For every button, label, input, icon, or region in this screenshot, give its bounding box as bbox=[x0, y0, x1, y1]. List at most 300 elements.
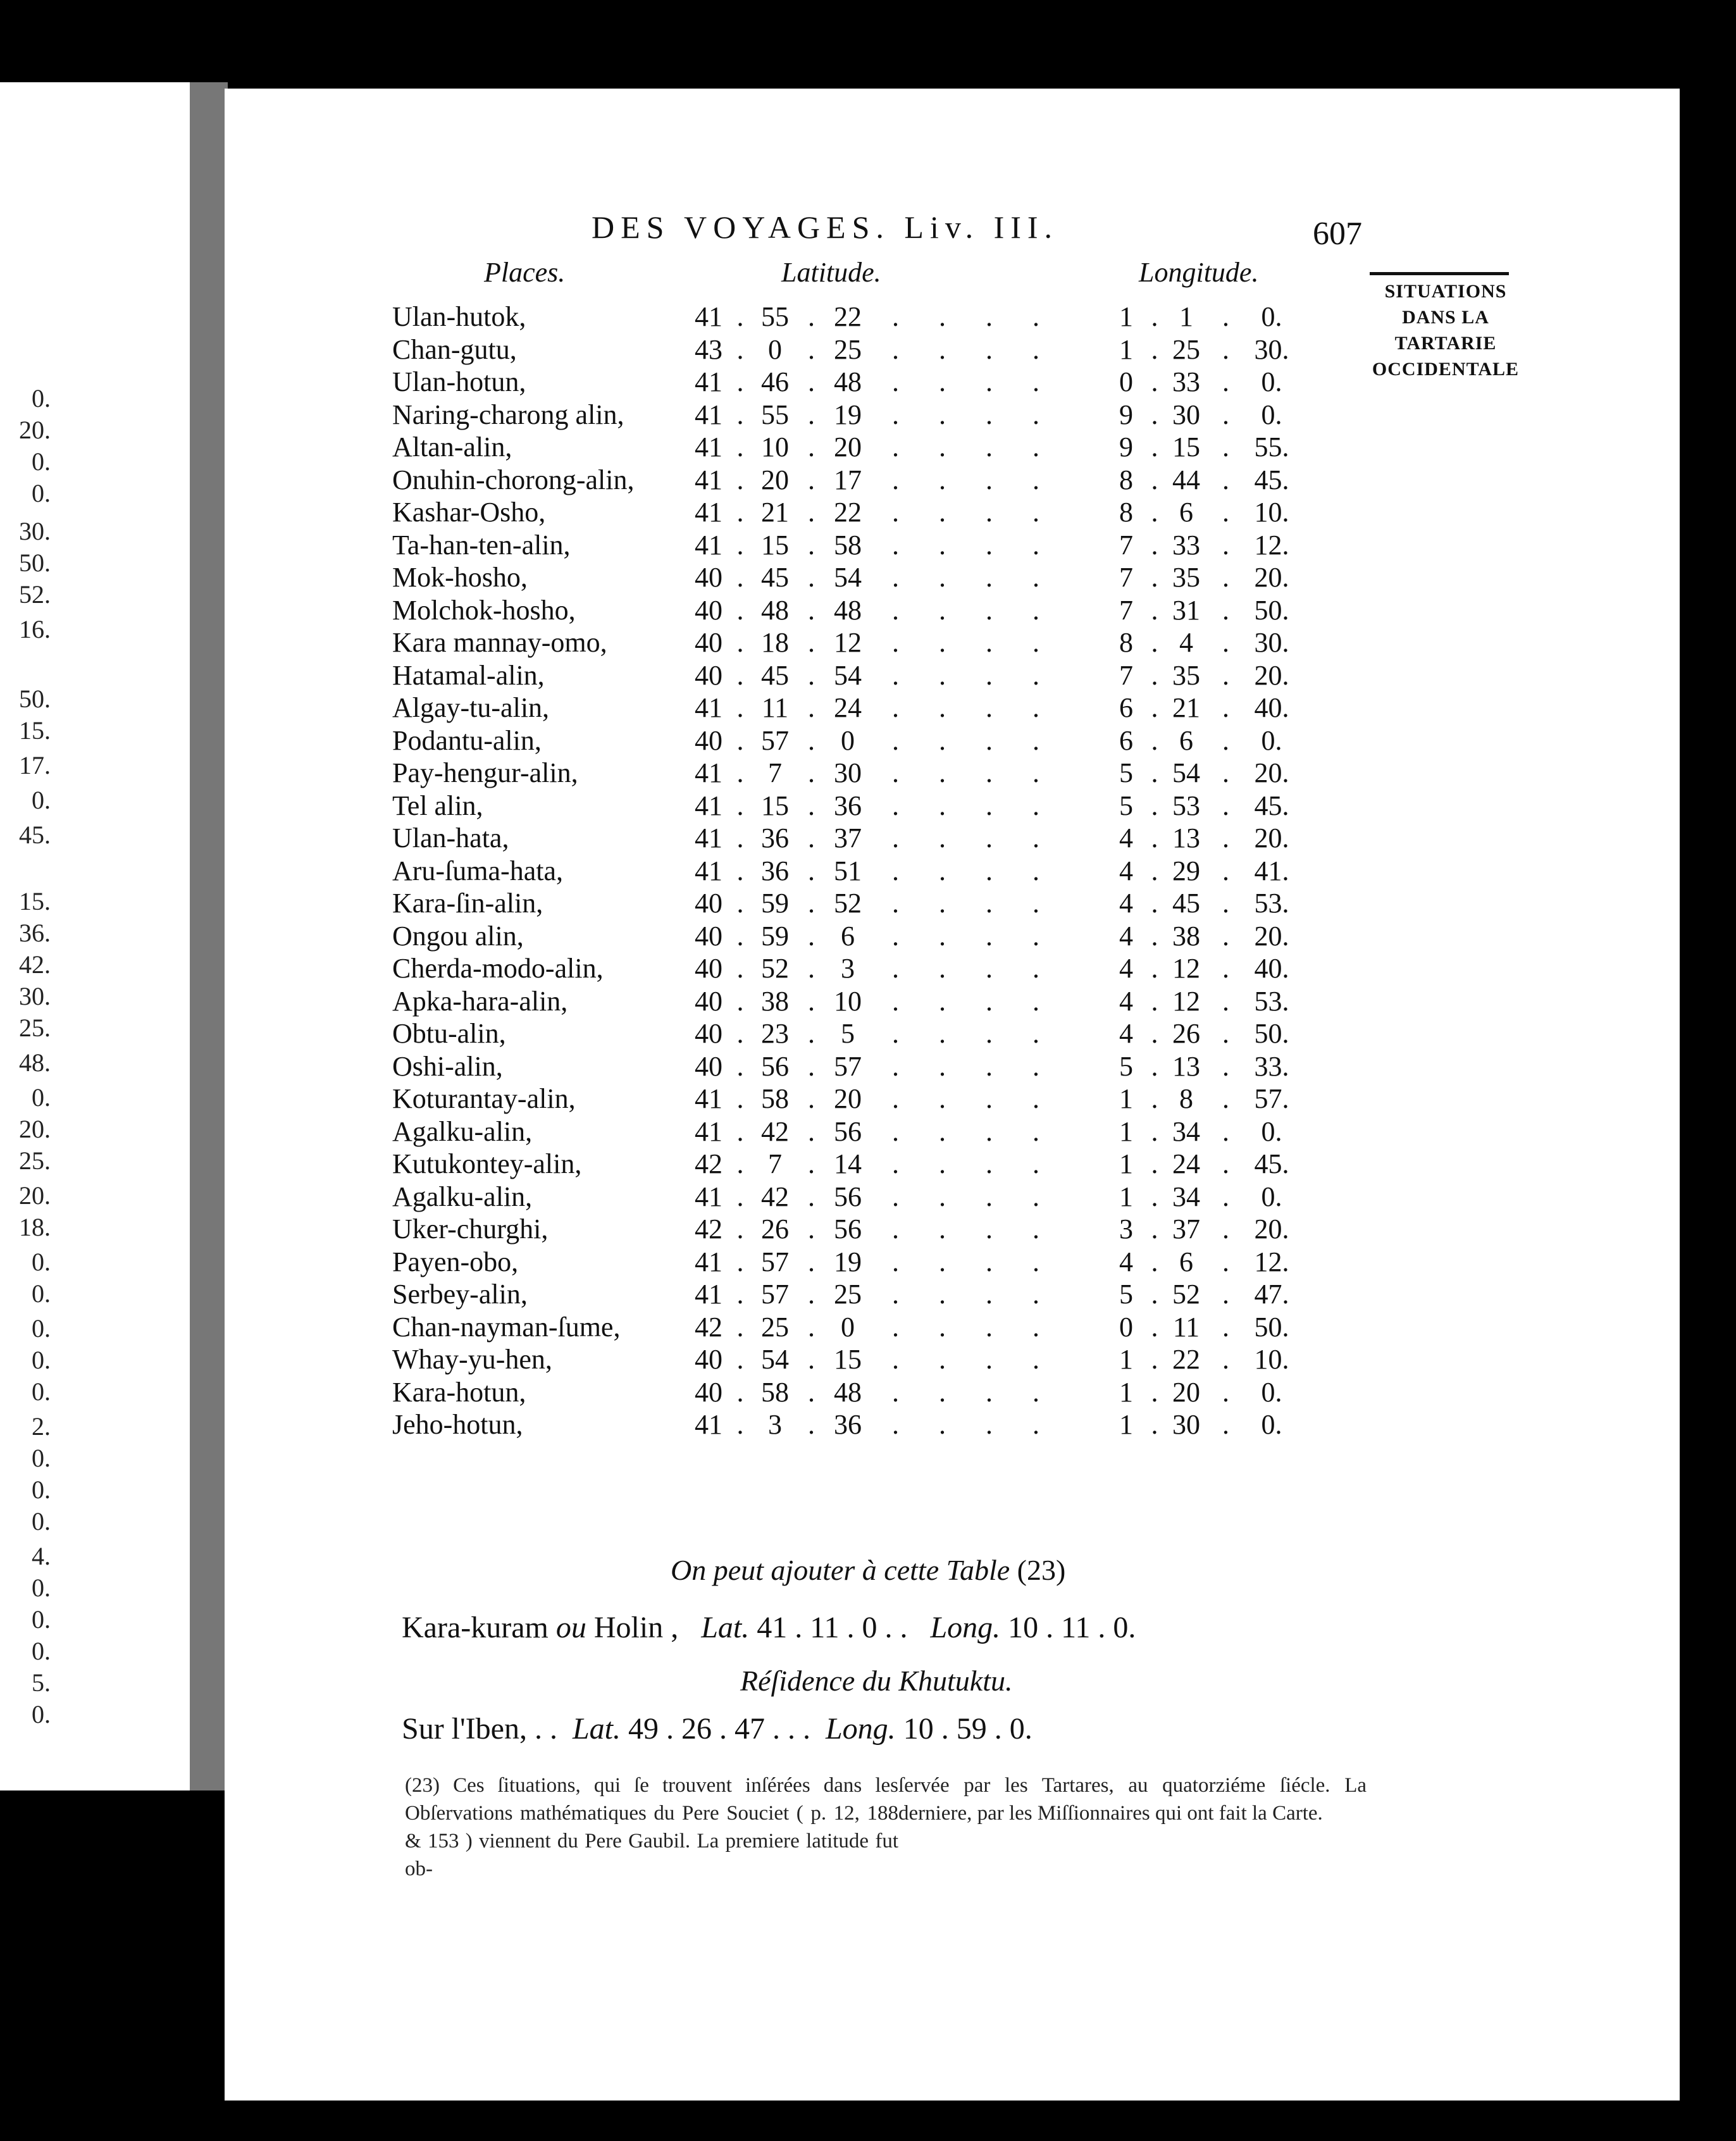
leader-dots: . . . . bbox=[892, 953, 1056, 984]
leader-dots: . . . . bbox=[892, 497, 1056, 528]
footnote-reference: (23) bbox=[1017, 1554, 1066, 1586]
place-name: Ulan-hotun, bbox=[392, 366, 526, 397]
leader-dots: . bbox=[736, 1115, 744, 1147]
longitude-minutes: 33 bbox=[1172, 529, 1200, 561]
leader-dots: . bbox=[808, 1279, 815, 1310]
latitude-degrees: 40 bbox=[695, 953, 722, 984]
longitude-degrees: 7 bbox=[1119, 594, 1133, 626]
latitude-minutes: 18 bbox=[761, 627, 789, 658]
latitude-seconds: 20 bbox=[834, 1083, 862, 1114]
latitude-degrees: 41 bbox=[695, 757, 722, 788]
leader-dots: . bbox=[736, 497, 744, 528]
longitude-seconds: 12. bbox=[1254, 1246, 1289, 1277]
longitude-degrees: 1 bbox=[1119, 1409, 1133, 1440]
table-row bbox=[392, 822, 1404, 855]
latitude-minutes: 36 bbox=[761, 855, 789, 886]
longitude-degrees: 4 bbox=[1119, 822, 1133, 853]
latitude-degrees: 40 bbox=[695, 1018, 722, 1049]
table-row bbox=[392, 855, 1404, 888]
previous-page-number: 0. bbox=[32, 786, 51, 814]
leader-dots: . bbox=[736, 1279, 744, 1310]
leader-dots: . bbox=[1222, 1018, 1229, 1049]
longitude-degrees: 8 bbox=[1119, 497, 1133, 528]
leader-dots: . bbox=[1222, 1213, 1229, 1244]
latitude-degrees: 40 bbox=[695, 562, 722, 593]
longitude-degrees: 1 bbox=[1119, 1148, 1133, 1179]
latitude-degrees: 42 bbox=[695, 1148, 722, 1179]
latitude-degrees: 40 bbox=[695, 627, 722, 658]
table-row bbox=[392, 659, 1404, 692]
longitude-minutes: 30 bbox=[1172, 399, 1200, 430]
longitude-seconds: 45. bbox=[1254, 464, 1289, 495]
table-row bbox=[392, 431, 1404, 464]
leader-dots: . . . . bbox=[892, 594, 1056, 626]
leader-dots: . . . . bbox=[892, 333, 1056, 365]
leader-dots: . bbox=[1151, 464, 1158, 495]
longitude-seconds: 47. bbox=[1254, 1279, 1289, 1310]
longitude-seconds: 0. bbox=[1261, 724, 1282, 756]
leader-dots: . bbox=[808, 659, 815, 691]
place-name: Ongou alin, bbox=[392, 920, 524, 952]
latitude-minutes: 7 bbox=[768, 1148, 782, 1179]
column-header-longitude: Longitude. bbox=[1139, 257, 1259, 288]
leader-dots: . . . . bbox=[892, 1409, 1056, 1440]
latitude-minutes: 45 bbox=[761, 562, 789, 593]
leader-dots: . bbox=[736, 562, 744, 593]
longitude-degrees: 1 bbox=[1119, 1115, 1133, 1147]
leader-dots: . . . . bbox=[892, 431, 1056, 462]
place-name: Molchok-hosho, bbox=[392, 594, 576, 626]
longitude-seconds: 0. bbox=[1261, 399, 1282, 430]
latitude-minutes: 15 bbox=[761, 790, 789, 821]
leader-dots: . bbox=[1151, 1181, 1158, 1212]
table-row bbox=[392, 529, 1404, 562]
leader-dots: . bbox=[808, 1246, 815, 1277]
latitude-degrees: 40 bbox=[695, 888, 722, 919]
leader-dots: . bbox=[736, 724, 744, 756]
place-name: Algay-tu-alin, bbox=[392, 692, 550, 723]
latitude-degrees: 41 bbox=[695, 399, 722, 430]
margin-note-line: OCCIDENTALE bbox=[1372, 359, 1520, 380]
leader-dots: . bbox=[1151, 301, 1158, 332]
leader-dots: . . . . bbox=[892, 1213, 1056, 1244]
leader-dots: . bbox=[736, 431, 744, 462]
footnote-right-column: ſervée par les Tartares, au quatorziéme ſiécle. La derniere, par les Miſſionnaires qui ont fait la Carte. bbox=[898, 1774, 1367, 1825]
leader-dots: . bbox=[1222, 692, 1229, 723]
addition-title bbox=[671, 1553, 1065, 1587]
place-name: Kara mannay-omo, bbox=[392, 627, 607, 658]
latitude-seconds: 25 bbox=[834, 333, 862, 365]
leader-dots: . bbox=[1222, 594, 1229, 626]
longitude-degrees: 4 bbox=[1119, 985, 1133, 1017]
longitude-degrees: 1 bbox=[1119, 1376, 1133, 1408]
table-row bbox=[392, 1181, 1404, 1213]
previous-page-number: 17. bbox=[19, 751, 51, 779]
latitude-minutes: 57 bbox=[761, 724, 789, 756]
latitude-degrees: 41 bbox=[695, 497, 722, 528]
leader-dots: . bbox=[1151, 529, 1158, 561]
leader-dots: . bbox=[736, 1148, 744, 1179]
previous-page-number: 16. bbox=[19, 615, 51, 643]
latitude-degrees: 40 bbox=[695, 659, 722, 691]
leader-dots: . bbox=[808, 562, 815, 593]
table-row bbox=[392, 790, 1404, 822]
previous-page-number: 45. bbox=[19, 821, 51, 849]
place-name: Uker-churghi, bbox=[392, 1213, 549, 1244]
leader-dots: . bbox=[1151, 497, 1158, 528]
longitude-minutes: 25 bbox=[1172, 333, 1200, 365]
leader-dots: . bbox=[1222, 1246, 1229, 1277]
longitude-minutes: 34 bbox=[1172, 1181, 1200, 1212]
leader-dots: . bbox=[1151, 333, 1158, 365]
leader-dots: . bbox=[808, 399, 815, 430]
leader-dots: . bbox=[1222, 497, 1229, 528]
leader-dots: . . . . bbox=[892, 399, 1056, 430]
latitude-minutes: 10 bbox=[761, 431, 789, 462]
latitude-seconds: 14 bbox=[834, 1148, 862, 1179]
previous-page-number: 18. bbox=[19, 1213, 51, 1241]
page-number: 607 bbox=[1313, 216, 1362, 252]
table-row bbox=[392, 1408, 1404, 1441]
latitude-seconds: 48 bbox=[834, 594, 862, 626]
longitude-minutes: 44 bbox=[1172, 464, 1200, 495]
margin-note-line: TARTARIE bbox=[1394, 333, 1497, 354]
place-name: Ulan-hutok, bbox=[392, 301, 526, 332]
table-row bbox=[392, 724, 1404, 757]
longitude-degrees: 1 bbox=[1119, 1181, 1133, 1212]
longitude-degrees: 8 bbox=[1119, 464, 1133, 495]
latitude-minutes: 7 bbox=[768, 757, 782, 788]
table-row bbox=[392, 757, 1404, 790]
leader-dots: . bbox=[808, 627, 815, 658]
place-name: Koturantay-alin, bbox=[392, 1083, 576, 1114]
longitude-seconds: 10. bbox=[1254, 497, 1289, 528]
place-name: Ta-han-ten-alin, bbox=[392, 529, 571, 561]
leader-dots: . . . . bbox=[892, 1376, 1056, 1408]
leader-dots: . . . . bbox=[892, 627, 1056, 658]
leader-dots: . bbox=[808, 888, 815, 919]
table-row bbox=[392, 1278, 1404, 1311]
latitude-degrees: 41 bbox=[695, 1246, 722, 1277]
latitude-minutes: 55 bbox=[761, 301, 789, 332]
latitude-degrees: 41 bbox=[695, 1115, 722, 1147]
place-name: Payen-obo, bbox=[392, 1246, 519, 1277]
longitude-seconds: 50. bbox=[1254, 1311, 1289, 1343]
latitude-seconds: 51 bbox=[834, 855, 862, 886]
longitude-minutes: 33 bbox=[1172, 366, 1200, 397]
place-name: Whay-yu-hen, bbox=[392, 1344, 552, 1375]
latitude-seconds: 3 bbox=[841, 953, 855, 984]
longitude-seconds: 30. bbox=[1254, 627, 1289, 658]
leader-dots: . bbox=[808, 594, 815, 626]
latitude-seconds: 58 bbox=[834, 529, 862, 561]
previous-page-number: 0. bbox=[32, 1279, 51, 1308]
place-name: Sur l'Iben, . . bbox=[402, 1712, 557, 1746]
previous-page-number: 0. bbox=[32, 447, 51, 476]
leader-dots: . bbox=[1151, 790, 1158, 821]
leader-dots: . bbox=[1151, 1344, 1158, 1375]
latitude-seconds: 30 bbox=[834, 757, 862, 788]
leader-dots: . bbox=[808, 1083, 815, 1114]
table-row bbox=[392, 952, 1404, 985]
table-row bbox=[392, 366, 1404, 399]
previous-page-number: 20. bbox=[19, 1181, 51, 1210]
latitude-minutes: 59 bbox=[761, 888, 789, 919]
longitude-minutes: 12 bbox=[1172, 953, 1200, 984]
longitude-seconds: 20. bbox=[1254, 757, 1289, 788]
leader-dots: . . . . bbox=[892, 1246, 1056, 1277]
leader-dots: . . . . bbox=[892, 1344, 1056, 1375]
place-name: Kara-hotun, bbox=[392, 1376, 526, 1408]
previous-page-number: 0. bbox=[32, 1346, 51, 1374]
table-row bbox=[392, 399, 1404, 431]
longitude-degrees: 8 bbox=[1119, 627, 1133, 658]
longitude-seconds: 10. bbox=[1254, 1344, 1289, 1375]
leader-dots: . bbox=[1222, 333, 1229, 365]
latitude-seconds: 17 bbox=[834, 464, 862, 495]
latitude-seconds: 37 bbox=[834, 822, 862, 853]
longitude-minutes: 21 bbox=[1172, 692, 1200, 723]
longitude-value: 10 . 59 . 0. bbox=[903, 1712, 1032, 1746]
place-name: Jeho-hotun, bbox=[392, 1409, 523, 1440]
latitude-value: 41 . 11 . 0 . . bbox=[757, 1611, 908, 1644]
place-name: Aru-ſuma-hata, bbox=[392, 855, 563, 886]
leader-dots: . bbox=[1222, 888, 1229, 919]
leader-dots: . bbox=[736, 855, 744, 886]
longitude-degrees: 9 bbox=[1119, 399, 1133, 430]
leader-dots: . bbox=[1222, 431, 1229, 462]
leader-dots: . bbox=[1151, 366, 1158, 397]
leader-dots: . bbox=[1151, 953, 1158, 984]
leader-dots: . bbox=[808, 1376, 815, 1408]
longitude-label: Long. bbox=[825, 1712, 896, 1746]
leader-dots: . . . . bbox=[892, 1311, 1056, 1343]
leader-dots: . bbox=[1151, 1115, 1158, 1147]
leader-dots: . bbox=[1222, 1344, 1229, 1375]
latitude-degrees: 41 bbox=[695, 529, 722, 561]
leader-dots: . . . . bbox=[892, 724, 1056, 756]
longitude-minutes: 20 bbox=[1172, 1376, 1200, 1408]
leader-dots: . bbox=[736, 301, 744, 332]
longitude-degrees: 4 bbox=[1119, 920, 1133, 952]
longitude-minutes: 29 bbox=[1172, 855, 1200, 886]
leader-dots: . bbox=[1222, 1279, 1229, 1310]
column-header-latitude: Latitude. bbox=[781, 257, 881, 288]
table-row bbox=[392, 1083, 1404, 1115]
longitude-seconds: 53. bbox=[1254, 985, 1289, 1017]
previous-page-number: 0. bbox=[32, 1475, 51, 1504]
leader-dots: . . . . bbox=[892, 301, 1056, 332]
leader-dots: . bbox=[808, 855, 815, 886]
column-header-places: Places. bbox=[484, 257, 566, 288]
leader-dots: . . . . bbox=[892, 562, 1056, 593]
previous-page-number: 4. bbox=[32, 1542, 51, 1570]
table-row bbox=[392, 985, 1404, 1018]
leader-dots: . . . . bbox=[892, 529, 1056, 561]
longitude-minutes: 15 bbox=[1172, 431, 1200, 462]
table-row bbox=[392, 1343, 1404, 1376]
longitude-degrees: 0 bbox=[1119, 1311, 1133, 1343]
latitude-degrees: 41 bbox=[695, 1279, 722, 1310]
longitude-seconds: 30. bbox=[1254, 333, 1289, 365]
longitude-minutes: 35 bbox=[1172, 659, 1200, 691]
longitude-degrees: 5 bbox=[1119, 1279, 1133, 1310]
leader-dots: . . . . bbox=[892, 692, 1056, 723]
longitude-minutes: 38 bbox=[1172, 920, 1200, 952]
book-page bbox=[225, 89, 1680, 2101]
leader-dots: . bbox=[808, 1213, 815, 1244]
leader-dots: . . . . bbox=[892, 1018, 1056, 1049]
previous-page-number: 2. bbox=[32, 1412, 51, 1441]
leader-dots: . bbox=[1222, 659, 1229, 691]
longitude-degrees: 4 bbox=[1119, 1246, 1133, 1277]
leader-dots: . bbox=[1151, 1213, 1158, 1244]
leader-dots: . bbox=[808, 1050, 815, 1082]
leader-dots: . bbox=[736, 888, 744, 919]
latitude-minutes: 57 bbox=[761, 1279, 789, 1310]
longitude-minutes: 11 bbox=[1172, 1311, 1200, 1343]
latitude-minutes: 42 bbox=[761, 1181, 789, 1212]
leader-dots: . bbox=[736, 659, 744, 691]
longitude-value: 10 . 11 . 0. bbox=[1008, 1611, 1136, 1644]
longitude-minutes: 24 bbox=[1172, 1148, 1200, 1179]
leader-dots: . bbox=[1222, 855, 1229, 886]
longitude-minutes: 22 bbox=[1172, 1344, 1200, 1375]
latitude-degrees: 41 bbox=[695, 855, 722, 886]
longitude-degrees: 4 bbox=[1119, 1018, 1133, 1049]
leader-dots: . bbox=[1151, 1018, 1158, 1049]
longitude-seconds: 55. bbox=[1254, 431, 1289, 462]
addition-title-text: On peut ajouter à cette Table bbox=[671, 1554, 1010, 1586]
previous-page-number: 15. bbox=[19, 716, 51, 745]
place-name: Cherda-modo-alin, bbox=[392, 953, 604, 984]
latitude-degrees: 41 bbox=[695, 790, 722, 821]
leader-dots: . bbox=[1222, 1376, 1229, 1408]
place-name: Tel alin, bbox=[392, 790, 483, 821]
previous-page-number: 0. bbox=[32, 1637, 51, 1665]
longitude-degrees: 1 bbox=[1119, 333, 1133, 365]
place-alt-name: Holin , bbox=[593, 1611, 679, 1644]
latitude-minutes: 23 bbox=[761, 1018, 789, 1049]
longitude-degrees: 3 bbox=[1119, 1213, 1133, 1244]
latitude-minutes: 55 bbox=[761, 399, 789, 430]
longitude-degrees: 5 bbox=[1119, 790, 1133, 821]
previous-page-number: 0. bbox=[32, 384, 51, 413]
conjunction: ou bbox=[555, 1611, 586, 1644]
longitude-seconds: 40. bbox=[1254, 953, 1289, 984]
leader-dots: . bbox=[1222, 627, 1229, 658]
previous-page-number: 0. bbox=[32, 1248, 51, 1276]
longitude-minutes: 31 bbox=[1172, 594, 1200, 626]
previous-page-number: 36. bbox=[19, 919, 51, 947]
latitude-seconds: 0 bbox=[841, 724, 855, 756]
leader-dots: . bbox=[736, 1409, 744, 1440]
latitude-minutes: 46 bbox=[761, 366, 789, 397]
leader-dots: . bbox=[736, 627, 744, 658]
latitude-minutes: 26 bbox=[761, 1213, 789, 1244]
longitude-degrees: 7 bbox=[1119, 529, 1133, 561]
longitude-seconds: 41. bbox=[1254, 855, 1289, 886]
longitude-degrees: 5 bbox=[1119, 1050, 1133, 1082]
latitude-degrees: 41 bbox=[695, 1409, 722, 1440]
place-name: Altan-alin, bbox=[392, 431, 512, 462]
previous-page-number: 0. bbox=[32, 1444, 51, 1472]
place-name: Agalku-alin, bbox=[392, 1181, 533, 1212]
leader-dots: . bbox=[1222, 985, 1229, 1017]
latitude-seconds: 19 bbox=[834, 399, 862, 430]
leader-dots: . bbox=[808, 953, 815, 984]
leader-dots: . bbox=[736, 399, 744, 430]
longitude-minutes: 52 bbox=[1172, 1279, 1200, 1310]
leader-dots: . bbox=[736, 1376, 744, 1408]
leader-dots: . bbox=[736, 1181, 744, 1212]
leader-dots: . bbox=[808, 333, 815, 365]
leader-dots: . bbox=[1222, 366, 1229, 397]
longitude-degrees: 1 bbox=[1119, 301, 1133, 332]
leader-dots: . bbox=[1151, 594, 1158, 626]
leader-dots: . bbox=[736, 1018, 744, 1049]
table-row bbox=[392, 1148, 1404, 1181]
longitude-label: Long. bbox=[930, 1611, 1001, 1644]
previous-page-number: 20. bbox=[19, 1115, 51, 1143]
latitude-seconds: 48 bbox=[834, 366, 862, 397]
leader-dots: . bbox=[808, 724, 815, 756]
latitude-seconds: 24 bbox=[834, 692, 862, 723]
leader-dots: . bbox=[736, 594, 744, 626]
latitude-minutes: 48 bbox=[761, 594, 789, 626]
latitude-degrees: 41 bbox=[695, 822, 722, 853]
leader-dots: . bbox=[1151, 659, 1158, 691]
place-name: Apka-hara-alin, bbox=[392, 985, 568, 1017]
leader-dots: . bbox=[736, 529, 744, 561]
longitude-degrees: 0 bbox=[1119, 366, 1133, 397]
leader-dots: . bbox=[736, 1246, 744, 1277]
longitude-seconds: 50. bbox=[1254, 1018, 1289, 1049]
latitude-minutes: 56 bbox=[761, 1050, 789, 1082]
longitude-seconds: 12. bbox=[1254, 529, 1289, 561]
leader-dots: . bbox=[1151, 1279, 1158, 1310]
leader-dots: . bbox=[808, 497, 815, 528]
leader-dots: . bbox=[736, 790, 744, 821]
leader-dots: . . . . bbox=[892, 1050, 1056, 1082]
latitude-degrees: 40 bbox=[695, 1376, 722, 1408]
footnote-left-column: (23) Ces ſituations, qui ſe trouvent inſérées dans les Obſervations mathématiques du Pere Souciet ( p. 12, 188 & 153 ) viennent du Pere Gaubil. La premiere latitude fut ob- bbox=[405, 1774, 898, 1880]
leader-dots: . bbox=[1222, 1148, 1229, 1179]
leader-dots: . bbox=[1222, 822, 1229, 853]
residence-title: Réſidence du Khutuktu. bbox=[740, 1665, 1013, 1697]
place-name: Onuhin-chorong-alin, bbox=[392, 464, 635, 495]
place-name: Chan-nayman-ſume, bbox=[392, 1311, 621, 1343]
latitude-label: Lat. bbox=[701, 1611, 750, 1644]
latitude-minutes: 52 bbox=[761, 953, 789, 984]
table-row bbox=[392, 496, 1404, 529]
leader-dots: . bbox=[1151, 822, 1158, 853]
latitude-seconds: 56 bbox=[834, 1181, 862, 1212]
longitude-degrees: 1 bbox=[1119, 1083, 1133, 1114]
previous-page-number: 52. bbox=[19, 580, 51, 609]
longitude-seconds: 0. bbox=[1261, 1376, 1282, 1408]
latitude-degrees: 41 bbox=[695, 1083, 722, 1114]
latitude-seconds: 56 bbox=[834, 1115, 862, 1147]
leader-dots: . bbox=[1151, 1148, 1158, 1179]
latitude-degrees: 42 bbox=[695, 1213, 722, 1244]
longitude-degrees: 1 bbox=[1119, 1344, 1133, 1375]
longitude-minutes: 13 bbox=[1172, 1050, 1200, 1082]
table-row bbox=[392, 1213, 1404, 1246]
leader-dots: . bbox=[1222, 562, 1229, 593]
longitude-degrees: 6 bbox=[1119, 692, 1133, 723]
leader-dots: . bbox=[736, 953, 744, 984]
